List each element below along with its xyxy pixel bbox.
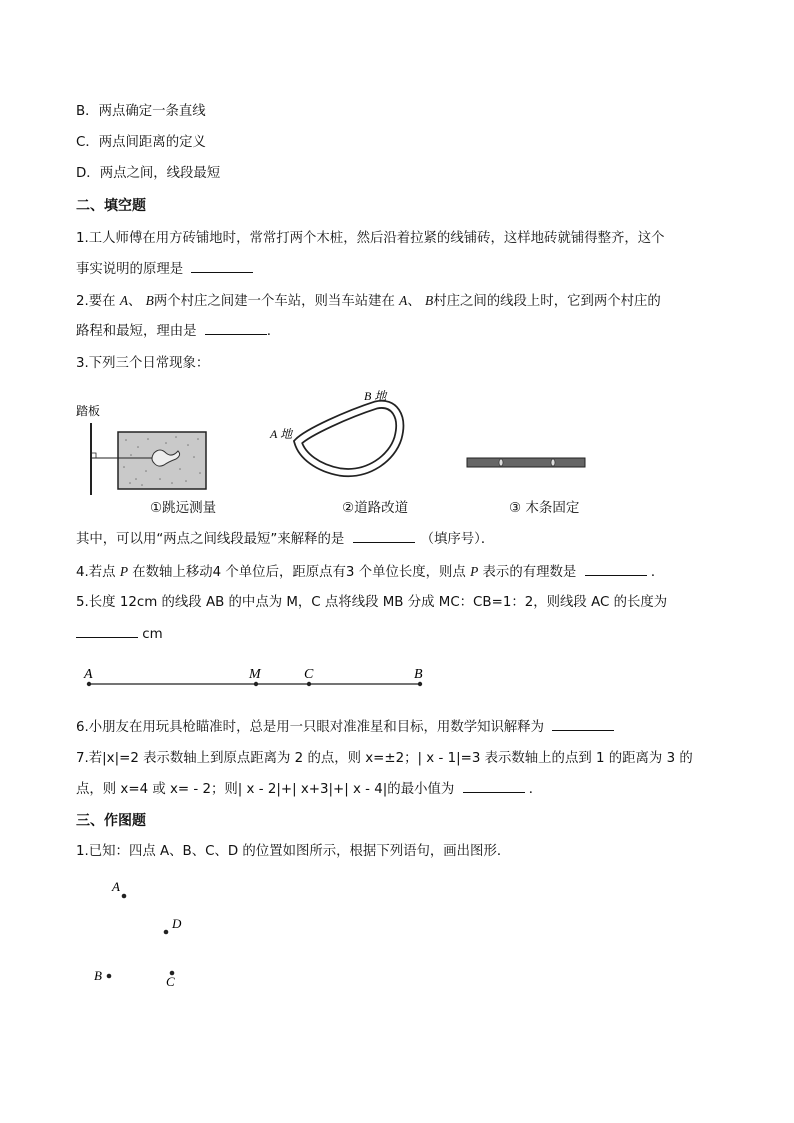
q4-line xyxy=(76,563,664,582)
q6-line xyxy=(76,718,614,737)
q1-line2-text: 事实说明的原理是 xyxy=(76,262,184,277)
q6-text: 6.小朋友在用玩具枪瞄准时，总是用一只眼对准准星和目标，用数学知识解释为 xyxy=(76,720,545,735)
q3-question xyxy=(76,530,494,549)
q2-line1 xyxy=(76,292,661,311)
q4-end: ． xyxy=(650,565,665,580)
figure-wood-strip xyxy=(465,452,587,472)
points-figure xyxy=(86,876,196,996)
point-d-dot xyxy=(164,930,169,935)
q5-line1: 5.长度 12cm 的线段 AB 的中点为 M，C 点将线段 MB 分成 MC：CB=1：2，则线段 AC 的长度为 xyxy=(76,595,668,610)
label-c: C xyxy=(304,667,314,682)
q2-point-b: B xyxy=(145,293,154,308)
q3-question-text: 其中，可以用“两点之间线段最短”来解释的是 xyxy=(76,532,345,547)
q1-line1: 1.工人师傅在用方砖铺地时，常常打两个木桩，然后沿着拉紧的线铺砖，这样地砖就铺得整齐，这个 xyxy=(76,231,665,246)
label-d: D xyxy=(172,916,182,931)
section-2-title: 二、填空题 xyxy=(76,198,146,214)
label-c: C xyxy=(166,974,175,989)
label-a: A xyxy=(112,879,120,894)
q2-text-a: 2.要在 xyxy=(76,294,116,309)
q5-unit: cm xyxy=(142,627,163,642)
q1-line2 xyxy=(76,260,253,279)
board-label: 踏板 xyxy=(76,404,101,418)
q7-line2-text: 点，则 x=4 或 x= - 2；则| x - 2|+| x+3|+| x - 4|的最小值为 xyxy=(76,782,455,797)
caption-1: ①跳远测量 xyxy=(150,500,217,516)
option-b: B．两点确定一条直线 xyxy=(76,104,206,119)
label-a: A xyxy=(84,667,93,682)
section-3-title: 三、作图题 xyxy=(76,813,146,829)
label-m: M xyxy=(249,667,261,682)
q2-line2 xyxy=(76,322,271,341)
answer-blank[interactable] xyxy=(205,322,267,335)
q5-line2 xyxy=(76,625,163,644)
figure-road xyxy=(268,386,408,486)
nail-2 xyxy=(551,459,555,466)
answer-blank[interactable] xyxy=(552,718,614,731)
q2-line2-text: 路程和最短，理由是 xyxy=(76,324,197,339)
caption-3: ③ 木条固定 xyxy=(509,500,580,516)
answer-blank[interactable] xyxy=(353,530,415,543)
q4-text-b: 在数轴上移动4 个单位后，距原点有3 个单位长度，则点 xyxy=(132,565,466,580)
segment-figure xyxy=(76,660,436,692)
q2-point-a: A xyxy=(119,293,129,308)
a-place-label: A 地 xyxy=(270,427,293,441)
label-b: B xyxy=(94,968,102,983)
nail-1 xyxy=(499,459,503,466)
point-a-dot xyxy=(87,682,91,686)
q2-line2-end: . xyxy=(266,324,272,339)
q7-end: ． xyxy=(528,782,543,797)
answer-blank[interactable] xyxy=(463,780,525,793)
q7-line2 xyxy=(76,780,542,799)
wood-strip xyxy=(467,458,585,467)
q2-text-b: 、 xyxy=(128,294,142,309)
q2-point-b-2: B xyxy=(425,293,434,308)
q2-text-d: 、 xyxy=(407,294,421,309)
option-d: D．两点之间，线段最短 xyxy=(76,166,221,181)
q4-point-p-2: P xyxy=(470,564,479,579)
point-m-dot xyxy=(254,682,258,686)
caption-2: ②道路改道 xyxy=(342,500,409,516)
q2-text-e: 村庄之间的线段上时，它到两个村庄的 xyxy=(433,294,661,309)
s3-q1-text: 1.已知：四点 A、B、C、D 的位置如图所示，根据下列语句，画出图形． xyxy=(76,844,511,859)
q7-line1: 7.若|x|=2 表示数轴上到原点距离为 2 的点，则 x=±2；| x - 1|=3 表示数轴上的点到 1 的距离为 3 的 xyxy=(76,751,693,766)
point-c-dot xyxy=(307,682,311,686)
answer-blank[interactable] xyxy=(191,260,253,273)
q3-intro: 3.下列三个日常现象： xyxy=(76,356,210,371)
answer-blank[interactable] xyxy=(585,563,647,576)
q3-question-end: （填序号）． xyxy=(420,532,495,547)
figure-long-jump xyxy=(76,395,216,495)
q2-text-c: 两个村庄之间建一个车站，则当车站建在 xyxy=(153,294,395,309)
q4-text-c: 表示的有理数是 xyxy=(482,565,577,580)
b-place-label: B 地 xyxy=(364,389,387,403)
point-a-dot xyxy=(122,894,127,899)
answer-blank[interactable] xyxy=(76,625,138,638)
point-b-dot xyxy=(107,974,112,979)
label-b: B xyxy=(414,667,423,682)
q4-point-p: P xyxy=(119,564,129,579)
q4-text-a: 4.若点 xyxy=(76,565,116,580)
point-b-dot xyxy=(418,682,422,686)
option-c: C．两点间距离的定义 xyxy=(76,135,206,150)
q2-point-a-2: A xyxy=(399,293,408,308)
